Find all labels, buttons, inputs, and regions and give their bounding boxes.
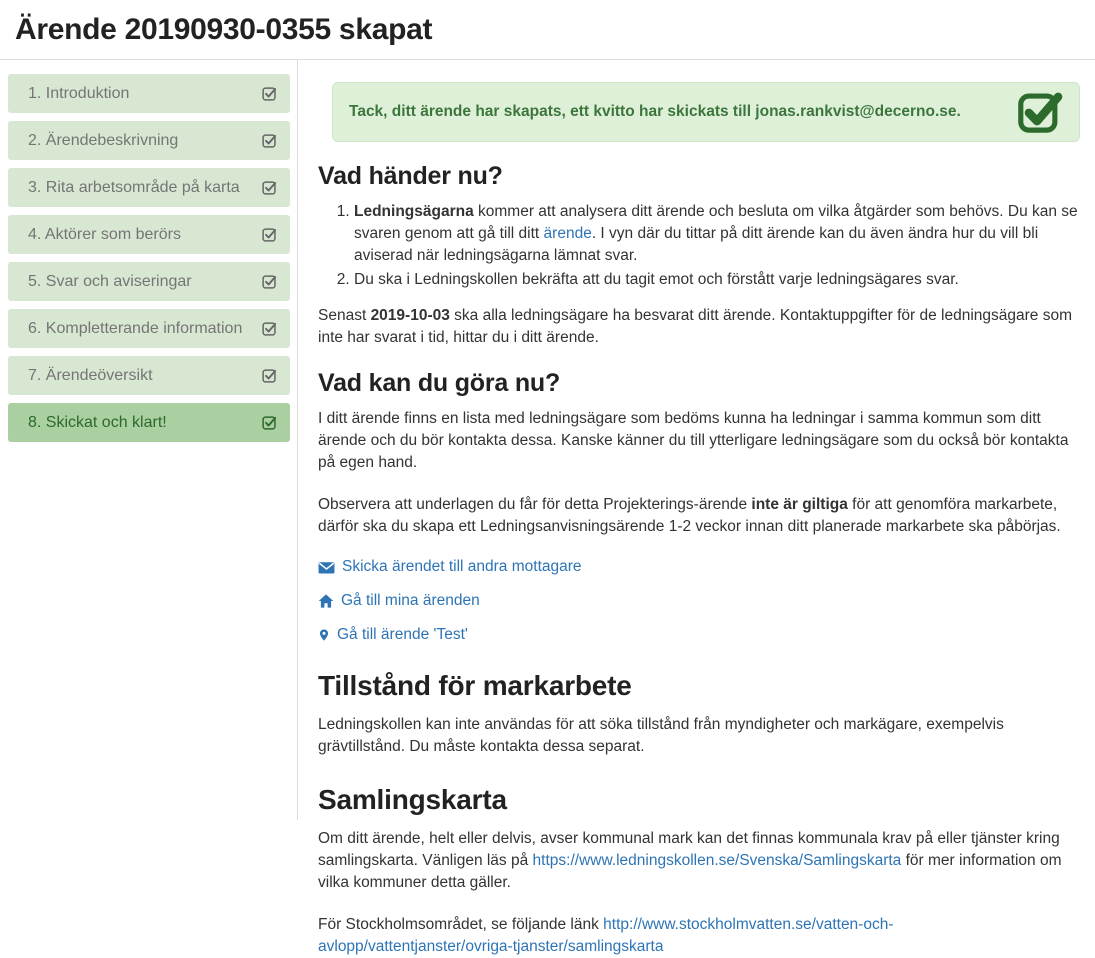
paragraph-text: Observera att underlagen du får för detta Projekterings-ärende: [318, 496, 752, 513]
sidebar-item-label: 1. Introduktion: [28, 84, 130, 102]
what-happens-list: [318, 201, 1080, 291]
checkbox-checked-icon: [262, 415, 277, 430]
sidebar-item-label: 2. Ärendebeskrivning: [28, 131, 179, 149]
success-banner: [332, 82, 1080, 142]
checkbox-checked-icon: [262, 274, 277, 289]
section-heading-samlingskarta: Samlingskarta: [318, 784, 507, 815]
list-item-text: Du ska i Ledningskollen bekräfta att du tagit emot och förstått varje ledningsägares svar.: [354, 271, 959, 288]
envelope-icon: [318, 559, 335, 576]
section-heading-tillstand: Tillstånd för markarbete: [318, 670, 632, 701]
home-icon: [318, 593, 334, 609]
action-links: [318, 558, 1080, 644]
stockholm-paragraph: [318, 914, 1080, 958]
go-to-case-link[interactable]: [318, 626, 1080, 644]
action-link-label: Gå till ärende 'Test': [337, 626, 468, 643]
checkbox-checked-icon: [262, 133, 277, 148]
sidebar-item-arendebeskrivning[interactable]: [8, 121, 290, 160]
arende-link[interactable]: ärende: [543, 225, 592, 242]
sidebar-item-label: 8. Skickat och klart!: [28, 413, 167, 431]
main-content: [297, 60, 1095, 955]
my-cases-link[interactable]: [318, 592, 1080, 610]
paragraph-text: för att genomföra markarbete, därför ska du skapa ett Ledningsanvisningsärende 1-2 veckor innan ditt planerade markarbete ska påbörjas.: [318, 496, 1061, 535]
page-header: [0, 0, 1095, 59]
list-item: [354, 269, 1080, 291]
sidebar-item-label: 6. Kompletterande information: [28, 319, 243, 337]
send-case-link[interactable]: [318, 558, 1080, 576]
map-marker-icon: [318, 627, 330, 643]
sidebar-item-rita-arbetsomrade[interactable]: [8, 168, 290, 207]
deadline-text: ska alla ledningsägare ha besvarat ditt ärende. Kontaktuppgifter för de ledningsägare som inte har svarat i tid, hittar du i ditt ärende.: [318, 307, 1072, 346]
sidebar-item-label: 5. Svar och aviseringar: [28, 272, 192, 290]
ledningskollen-samlingskarta-link[interactable]: https://www.ledningskollen.se/Svenska/Samlingskarta: [532, 852, 902, 869]
section-heading-vad-hander-nu: Vad händer nu?: [318, 162, 503, 190]
not-valid-paragraph: [318, 494, 1080, 538]
checkbox-checked-icon: [262, 180, 277, 195]
bold-inte-ar-giltiga: inte är giltiga: [751, 496, 848, 513]
success-banner-message: Tack, ditt ärende har skapats, ett kvitto har skickats till jonas.rankvist@decerno.se.: [349, 103, 961, 120]
bold-ledningsagarna: Ledningsägarna: [354, 203, 474, 220]
contact-owners-paragraph: I ditt ärende finns en lista med ledningsägare som bedöms kunna ha ledningar i samma kommun som ditt ärende och du bör kontakta dessa. Kanske känner du till ytterligare ledningsägare som du också bör kontakta på egen hand.: [318, 410, 1069, 471]
action-link-label: Skicka ärendet till andra mottagare: [342, 558, 582, 575]
sidebar-item-arendeoversikt[interactable]: [8, 356, 290, 395]
main-layout: [0, 60, 1095, 955]
sidebar-item-label: 3. Rita arbetsområde på karta: [28, 178, 240, 196]
deadline-date: 2019-10-03: [370, 307, 450, 324]
list-item: [354, 201, 1080, 267]
action-link-label: Gå till mina ärenden: [341, 592, 480, 609]
sidebar-item-svar-aviseringar[interactable]: [8, 262, 290, 301]
sidebar-item-label: 7. Ärendeöversikt: [28, 366, 153, 384]
section-heading-vad-kan-du-gora: Vad kan du göra nu?: [318, 369, 561, 397]
paragraph-text: Om ditt ärende, helt eller delvis, avser kommunal mark kan det finnas kommunala krav på eller tjänster kring samlingskarta. Vänligen läs på: [318, 830, 1060, 869]
paragraph-text: för mer information om vilka kommuner detta gäller.: [318, 852, 1062, 891]
deadline-paragraph: [318, 305, 1080, 349]
sidebar-item-aktorer[interactable]: [8, 215, 290, 254]
paragraph-text: För Stockholmsområdet, se följande länk: [318, 916, 604, 933]
stockholmvatten-link[interactable]: http://www.stockholmvatten.se/vatten-och-avlopp/vattentjanster/ovriga-tjanster/samlingskarta: [318, 916, 894, 955]
samlingskarta-paragraph: [318, 828, 1080, 894]
checkbox-checked-icon: [262, 227, 277, 242]
page-title: Ärende 20190930-0355 skapat: [15, 13, 433, 46]
permits-paragraph: Ledningskollen kan inte användas för att söka tillstånd från myndigheter och markägare, exempelvis grävtillstånd. Du måste kontakta dessa separat.: [318, 716, 1004, 755]
wizard-step-sidebar: [0, 60, 297, 820]
checkbox-checked-icon: [262, 86, 277, 101]
check-square-icon: [1017, 89, 1063, 135]
checkbox-checked-icon: [262, 368, 277, 383]
list-item-text: kommer att analysera ditt ärende och besluta om vilka åtgärder som behövs. Du kan se svaren genom att gå till ditt: [354, 203, 1078, 242]
sidebar-item-kompletterande-info[interactable]: [8, 309, 290, 348]
deadline-text: Senast: [318, 307, 371, 324]
sidebar-item-skickat-och-klart[interactable]: [8, 403, 290, 442]
checkbox-checked-icon: [262, 321, 277, 336]
sidebar-item-label: 4. Aktörer som berörs: [28, 225, 181, 243]
sidebar-item-introduktion[interactable]: [8, 74, 290, 113]
list-item-text: . I vyn där du tittar på ditt ärende kan du även ändra hur du vill bli aviserad när ledningsägarna lämnat svar.: [354, 225, 1039, 264]
